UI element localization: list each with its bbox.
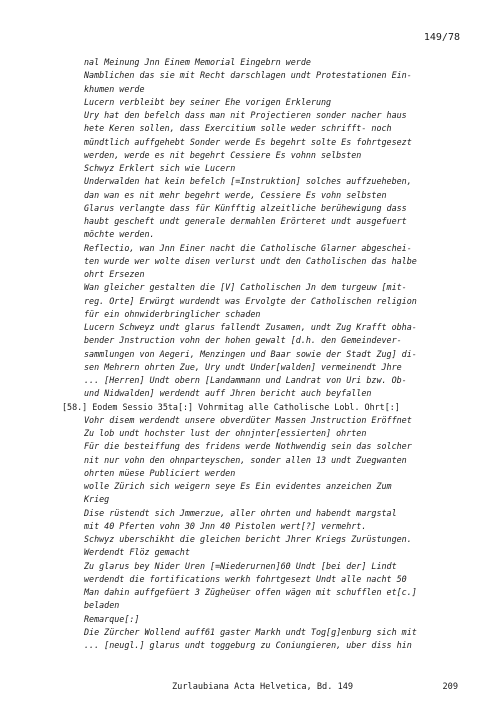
- text-line: sammlungen von Aegeri, Menzingen und Baar sowie der Stadt Zug] di-: [84, 348, 417, 359]
- text-line: Wan gleicher gestalten die [V] Catholischen Jn dem turgeuw [mit-: [84, 282, 407, 293]
- text-line: Lucern verbleibt bey seiner Ehe vorigen Erklerung: [84, 96, 332, 107]
- text-line: Schwyz Erklert sich wie Lucern: [84, 163, 236, 173]
- text-line: ohrt Ersezen: [84, 269, 145, 279]
- text-line: Für die besteiffung des fridens werde Nothwendig sein das solcher: [84, 441, 412, 452]
- text-line: Lucern Schweyz undt glarus fallendt Zusamen, undt Zug Krafft obha-: [84, 322, 417, 332]
- text-line: khumen werde: [84, 83, 145, 94]
- text-line: haubt gescheft undt generale dermahlen Erörteret undt ausgefuert: [84, 216, 407, 226]
- text-line: Krieg: [84, 494, 110, 505]
- text-line: Man dahin auffgefüert 3 Züghеüser offen wägen mit schufflen et[c.]: [84, 587, 417, 597]
- text-line: Underwalden hat kein befelch [=Instruktion] solches auffzueheben,: [84, 176, 412, 187]
- section-heading-line: [58.] Eodem Sessio 35ta[:] Vohrmitag alle Catholische Lobl. Ohrt[:]: [62, 401, 400, 412]
- text-line: Werdendt Flöz gemacht: [84, 547, 190, 558]
- text-line: Ury hat den befelch dass man nit Projectieren sonder nacher haus: [84, 110, 407, 120]
- body-text: [62, 56, 474, 652]
- text-line: hete Keren sollen, dass Exercitium solle weder schrifft- noch: [84, 123, 392, 134]
- footer-title: Zurlaubiana Acta Helvetica, Bd. 149: [172, 682, 354, 692]
- text-line: Die Zürcher Wollend auff61 gaster Markh undt Tog[g]enburg sich mit: [84, 626, 417, 637]
- text-line: dan wan es nit mehr begehrt werde, Cessiere Es vohn selbsten: [84, 189, 387, 200]
- text-line: werdendt die fortifications werkh fohrtgesezt Undt alle nacht 50: [84, 573, 407, 584]
- text-line: Zu lob undt hochster lust der ohnjnter[essierten] ohrten: [84, 428, 367, 438]
- text-line: ten wurde wer wolte disen verlurst undt den Catholischen das halbe: [84, 255, 417, 266]
- text-line: Zu glarus bey Nider Uren [=Niederurnen]60 Undt [bei der] Lindt: [84, 560, 397, 571]
- text-line: ohrten müese Publiciert werden: [84, 467, 236, 478]
- footer-page-number: 209: [442, 682, 458, 692]
- text-line: Remarque[:]: [84, 613, 140, 624]
- text-line: werden, werde es nit begehrt Cessiere Es vohnn selbsten: [84, 149, 362, 160]
- text-line: bender Jnstruction vohn der hohen gewalt [d.h. den Gemeindever-: [84, 335, 402, 346]
- text-line: möchte werden.: [84, 229, 155, 240]
- text-line: Namblichen das sie mit Recht darschlagen undt Protestationen Ein-: [84, 70, 412, 81]
- text-line: Glarus verlangte dass für Künfftig alzeitliche berühewigung dass: [84, 202, 407, 213]
- text-line: wolle Zürich sich weigern seye Es Ein evidentes anzeichen Zum: [84, 481, 392, 491]
- text-line: nal Meinung Jnn Einem Memorial Eingebrn werde: [84, 57, 311, 67]
- text-line: reg. Orte] Erwürgt wurdendt was Ervolgte der Catholischen religion: [84, 295, 417, 306]
- text-line: Schwyz uberschikht die gleichen bericht Jhrer Kriegs Zurüstungen.: [84, 534, 412, 544]
- text-line: und Nidwalden] werdendt auff Jhren bericht auch beyfallen: [84, 388, 372, 399]
- text-line: mit 40 Pferten vohn 30 Jnn 40 Pistolen wert[?] vermehrt.: [84, 520, 367, 531]
- text-line: Vohr disem werdendt unsere obverdüter Massen Jnstruction Eröffnet: [84, 414, 412, 425]
- text-line: ... [neugl.] glarus undt toggeburg zu Coniungieren, uber diss hin: [84, 640, 412, 650]
- text-line: sen Mehrern ohrten Zue, Ury undt Under[walden] vermeinendt Jhre: [84, 361, 402, 372]
- text-line: nit nur vohn den ohnparteyschen, sonder allen 13 undt Zuegwanten: [84, 454, 407, 465]
- text-line: Reflectio, wan Jnn Einer nacht die Catholische Glarner abgeschei-: [84, 242, 412, 253]
- text-line: für ein ohnwiderbringlicher schaden: [84, 308, 261, 319]
- text-line: ... [Herren] Undt obern [Landammann und Landrat von Uri bzw. Ob-: [84, 375, 407, 385]
- text-line: Dise rüstendt sich Jmmerzue, aller ohrten und habendt margstal: [84, 507, 397, 518]
- page-number: 149/78: [423, 32, 460, 43]
- text-line: mündtlich auffgehebt Sonder werde Es begehrt solte Es fohrtgesezt: [84, 136, 412, 147]
- text-line: beladen: [84, 600, 120, 611]
